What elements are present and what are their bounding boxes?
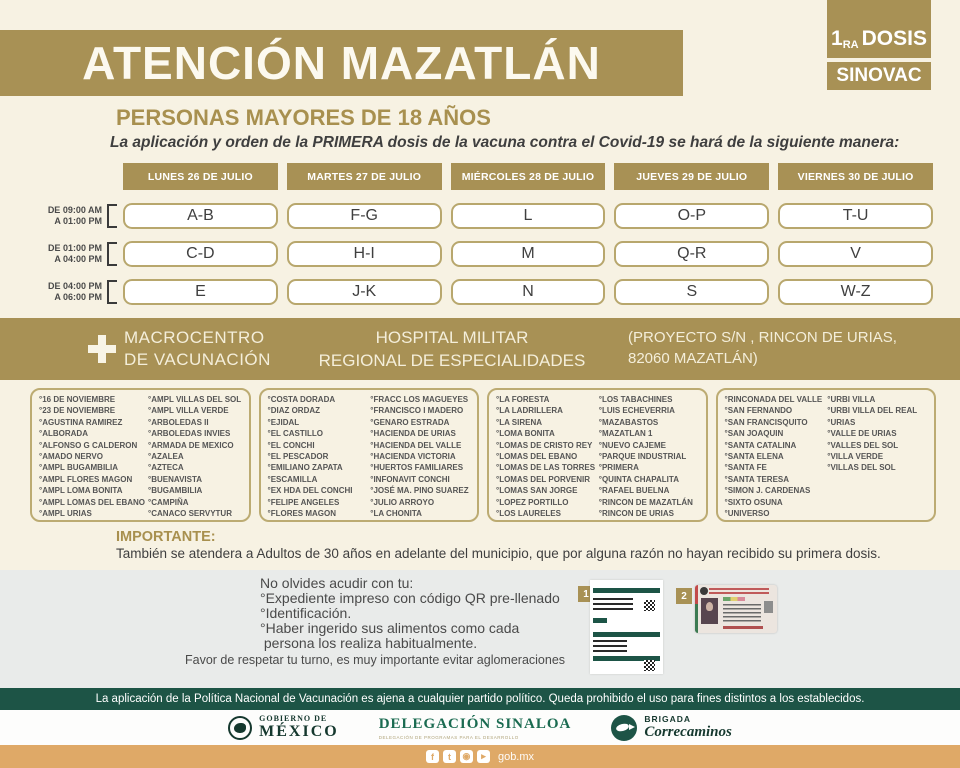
neighborhood-item: °AMPL FLORES MAGON <box>39 474 133 484</box>
neighborhood-item: °PRIMERA <box>598 463 639 473</box>
venue-label-line: MACROCENTRO <box>124 328 265 347</box>
neighborhood-item: °LOMA BONITA <box>496 429 555 439</box>
doc-header-bar <box>593 632 660 637</box>
day-header-row <box>28 163 933 190</box>
reminder-item: °Expediente impreso con código QR pre-llenado <box>260 590 560 606</box>
time-line: DE 09:00 AM <box>47 205 102 215</box>
schedule-row <box>28 203 933 229</box>
neighborhood-column <box>267 394 368 519</box>
time-line: A 06:00 PM <box>54 292 102 302</box>
reminder-item: persona los realiza habitualmente. <box>260 635 478 651</box>
neighborhood-item: °EL PESCADOR <box>267 452 329 462</box>
neighborhood-item: °VALLE DE URIAS <box>827 429 897 439</box>
qr-code-icon <box>644 660 655 671</box>
letter-range-pill: T-U <box>778 203 933 229</box>
neighborhood-item: °MAZATLAN 1 <box>598 429 653 439</box>
neighborhood-item: °DIAZ ORDAZ <box>267 406 321 416</box>
neighborhood-item: °BUGAMBILIA <box>148 486 203 496</box>
letter-range-pill: J-K <box>287 279 442 305</box>
dose-word: DOSIS <box>861 27 927 50</box>
brigada-correcaminos-logo <box>611 714 732 741</box>
qr-code-icon <box>644 600 655 611</box>
neighborhood-item: °COSTA DORADA <box>267 395 336 404</box>
vaccine-badge: SINOVAC <box>827 62 931 90</box>
neighborhood-item: °HUERTOS FAMILIARES <box>370 463 464 473</box>
letter-range-pill: V <box>778 241 933 267</box>
neighborhood-column <box>496 394 596 519</box>
neighborhood-item: °ARBOLEDAS II <box>148 417 209 427</box>
neighborhood-item: °RINCON DE URIAS <box>598 509 674 519</box>
neighborhood-box <box>487 388 708 522</box>
day-headers <box>123 163 933 190</box>
eagle-seal-icon <box>228 716 252 740</box>
legal-disclaimer-bar: La aplicación de la Política Nacional de Vacunación es ajena a cualquier partido político. Queda prohibido el uso para fines distintos a los establecidos. <box>0 688 960 710</box>
id-card-header-text <box>709 588 769 595</box>
neighborhood-item: °FELIPE ANGELES <box>267 497 340 507</box>
letter-range-pill: N <box>451 279 606 305</box>
day-header: LUNES 26 DE JULIO <box>123 163 278 190</box>
time-slot-label <box>28 205 102 227</box>
venue-label-line: DE VACUNACIÓN <box>124 350 271 369</box>
neighborhood-item: °LOMAS DEL EBANO <box>496 452 578 462</box>
letter-range-pill: C-D <box>123 241 278 267</box>
delegacion-sinaloa-logo <box>379 716 572 740</box>
neighborhood-item: °SAN FRANCISQUITO <box>724 417 808 427</box>
important-label: IMPORTANTE: <box>116 529 216 545</box>
venue-address <box>628 327 897 369</box>
schedule-row <box>28 241 933 267</box>
letter-range-pill: H-I <box>287 241 442 267</box>
gobmx-bar <box>0 745 960 768</box>
schedule-row <box>28 279 933 305</box>
neighborhood-item: °LOS LAURELES <box>496 509 561 519</box>
neighborhood-item: °EMILIANO ZAPATA <box>267 463 343 473</box>
reminder-section <box>0 570 960 688</box>
neighborhood-item: °SANTA TERESA <box>724 474 790 484</box>
neighborhood-item: °UNIVERSO <box>724 509 770 519</box>
neighborhood-box <box>259 388 480 522</box>
neighborhood-column <box>827 394 927 516</box>
neighborhood-item: °SIMON J. CARDENAS <box>724 486 811 496</box>
neighborhood-item: °ESCAMILLA <box>267 474 318 484</box>
neighborhood-item: °FLORES MAGON <box>267 509 337 519</box>
doc-field-chip <box>593 618 607 623</box>
neighborhood-item: °JULIO ARROYO <box>370 497 435 507</box>
neighborhood-item: °16 DE NOVIEMBRE <box>39 395 116 404</box>
neighborhood-item: °PARQUE INDUSTRIAL <box>598 452 687 462</box>
gobierno-text <box>259 714 339 741</box>
id-card-emblem <box>700 587 708 595</box>
neighborhood-item: °FRACC LOS MAGUEYES <box>370 395 469 404</box>
delegacion-text <box>379 716 572 740</box>
day-header: VIERNES 30 DE JULIO <box>778 163 933 190</box>
reminder-text <box>260 576 560 651</box>
neighborhood-item: °HACIENDA DEL VALLE <box>370 440 462 450</box>
neighborhood-item: °EX HDA DEL CONCHI <box>267 486 353 496</box>
letter-cells <box>123 241 933 267</box>
neighborhood-item: °AZALEA <box>148 452 184 462</box>
neighborhood-item: °CAMPIÑA <box>148 497 189 507</box>
neighborhood-item: °23 DE NOVIEMBRE <box>39 406 116 416</box>
neighborhood-item: °ARMADA DE MEXICO <box>148 440 234 450</box>
venue-band <box>0 318 960 380</box>
neighborhood-item: °BUENAVISTA <box>148 474 203 484</box>
neighborhood-column <box>724 394 825 519</box>
doc-text-lines <box>593 598 633 610</box>
neighborhood-item: °VALLES DEL SOL <box>827 440 899 450</box>
neighborhood-item: °LOS TABACHINES <box>598 395 673 404</box>
roadrunner-bird-icon <box>611 715 637 741</box>
doc-text-lines <box>593 640 627 652</box>
day-header: MIÉRCOLES 28 DE JULIO <box>451 163 606 190</box>
letter-range-pill: A-B <box>123 203 278 229</box>
audience-subtitle: PERSONAS MAYORES DE 18 AÑOS <box>116 105 491 130</box>
neighborhood-item: °LUIS ECHEVERRIA <box>598 406 675 416</box>
neighborhood-item: °SANTA ELENA <box>724 452 784 462</box>
neighborhood-item: °LOPEZ PORTILLO <box>496 497 569 507</box>
time-line: DE 01:00 PM <box>47 243 102 253</box>
neighborhood-item: °MAZABASTOS <box>598 417 659 427</box>
neighborhood-item: °SANTA CATALINA <box>724 440 797 450</box>
letter-range-pill: W-Z <box>778 279 933 305</box>
venue-name-line: REGIONAL DE ESPECIALIDADES <box>318 351 586 370</box>
gobierno-line1: GOBIERNO DE <box>259 714 328 723</box>
letter-range-pill: L <box>451 203 606 229</box>
dose-suffix: RA <box>842 39 859 51</box>
brigada-line1: BRIGADA <box>644 714 691 724</box>
letter-cells <box>123 203 933 229</box>
reminder-item: °Identificación. <box>260 605 352 621</box>
letter-range-pill: O-P <box>614 203 769 229</box>
neighborhood-item: °LOMAS DE CRISTO REY <box>496 440 593 450</box>
medical-cross-icon <box>88 335 116 363</box>
neighborhood-column <box>598 394 699 519</box>
neighborhood-lists <box>30 388 936 522</box>
id-card-text-lines <box>723 604 761 624</box>
letter-range-pill: F-G <box>287 203 442 229</box>
day-header: MARTES 27 DE JULIO <box>287 163 442 190</box>
dose-number: 1 <box>831 27 843 50</box>
letter-range-pill: Q-R <box>614 241 769 267</box>
twitter-icon: t <box>443 750 456 763</box>
neighborhood-item: °AGUSTINA RAMIREZ <box>39 417 123 427</box>
dose-badge <box>827 0 931 58</box>
queue-notice: Favor de respetar tu turno, es muy importante evitar aglomeraciones <box>185 653 566 667</box>
time-line: A 04:00 PM <box>54 254 102 264</box>
id-card-photo <box>701 598 718 624</box>
neighborhood-item: °FRANCISCO I MADERO <box>370 406 464 416</box>
neighborhood-item: °VILLAS DEL SOL <box>827 463 896 473</box>
neighborhood-item: °RAFAEL BUELNA <box>598 486 670 496</box>
letter-range-pill: M <box>451 241 606 267</box>
id-card-flag-stripes <box>723 597 745 601</box>
neighborhood-item: °AMPL LOMAS DEL EBANO <box>39 497 146 507</box>
neighborhood-column <box>370 394 470 519</box>
expediente-document-thumbnail <box>590 580 663 674</box>
neighborhood-item: °CANACO SERVYTUR <box>148 509 232 519</box>
time-line: DE 04:00 PM <box>47 281 102 291</box>
row-bracket-icon <box>107 242 117 266</box>
footer-logos <box>0 710 960 745</box>
neighborhood-item: °EJIDAL <box>267 417 300 427</box>
step-2-badge: 2 <box>676 588 692 604</box>
brigada-line2: Correcaminos <box>644 724 732 740</box>
important-text: También se atendera a Adultos de 30 años en adelante del municipio, que por alguna razón no hayan recibido su primera dosis. <box>116 546 881 561</box>
neighborhood-box <box>30 388 251 522</box>
venue-label <box>124 327 271 371</box>
reminder-list <box>260 591 560 651</box>
id-card-secondary-photo <box>764 601 773 613</box>
delegacion-title: DELEGACIÓN SINALOA <box>378 715 572 732</box>
schedule-table <box>28 163 933 317</box>
neighborhood-item: °AMPL BUGAMBILIA <box>39 463 119 473</box>
neighborhood-item: °AMPL VILLA VERDE <box>148 406 229 416</box>
reminder-item: °Haber ingerido sus alimentos como cada <box>260 620 520 636</box>
venue-address-line: (PROYECTO S/N , RINCON DE URIAS, <box>628 329 897 346</box>
gobmx-label: gob.mx <box>497 750 535 763</box>
neighborhood-item: °LA CHONITA <box>370 509 422 519</box>
day-header: JUEVES 29 DE JULIO <box>614 163 769 190</box>
neighborhood-item: °RINCONADA DEL VALLE <box>724 395 823 404</box>
neighborhood-item: °QUINTA CHAPALITA <box>598 474 679 484</box>
neighborhood-item: °AMPL VILLAS DEL SOL <box>148 395 242 404</box>
neighborhood-item: °RINCON DE MAZATLÁN <box>598 497 693 507</box>
delegacion-subtitle: DELEGACIÓN DE PROGRAMAS PARA EL DESARROLLO <box>378 734 519 740</box>
neighborhood-item: °URBI VILLA DEL REAL <box>827 406 918 416</box>
neighborhood-item: °SIXTO OSUNA <box>724 497 783 507</box>
time-slot-label <box>28 243 102 265</box>
neighborhood-item: °LA FORESTA <box>496 395 550 404</box>
neighborhood-item: °HACIENDA DE URIAS <box>370 429 456 439</box>
neighborhood-item: °AMPL LOMA BONITA <box>39 486 123 496</box>
neighborhood-item: °LA SIRENA <box>496 417 543 427</box>
letter-range-pill: S <box>614 279 769 305</box>
neighborhood-item: °NUEVO CAJEME <box>598 440 666 450</box>
neighborhood-column <box>39 394 146 519</box>
title-band <box>0 30 683 96</box>
neighborhood-item: °LOMAS DEL PORVENIR <box>496 474 591 484</box>
neighborhood-item: °INFONAVIT CONCHI <box>370 474 450 484</box>
neighborhood-item: °AZTECA <box>148 463 184 473</box>
neighborhood-item: °URIAS <box>827 417 856 427</box>
time-slot-label <box>28 281 102 303</box>
neighborhood-item: °JOSÉ MA. PINO SUAREZ <box>370 486 469 496</box>
brigada-text <box>644 714 732 741</box>
neighborhood-item: °LOMAS SAN JORGE <box>496 486 578 496</box>
neighborhood-item: °ALFONSO G CALDERON <box>39 440 138 450</box>
neighborhood-item: °EL CASTILLO <box>267 429 323 439</box>
instagram-icon: ◉ <box>460 750 473 763</box>
step-1-badge: 1 <box>578 586 594 602</box>
youtube-icon: ▸ <box>477 750 490 763</box>
neighborhood-column <box>148 394 242 519</box>
neighborhood-item: °URBI VILLA <box>827 395 876 404</box>
neighborhood-item: °AMADO NERVO <box>39 452 103 462</box>
neighborhood-item: °AMPL URIAS <box>39 509 92 519</box>
neighborhood-item: °LOMAS DE LAS TORRES <box>496 463 596 473</box>
reminder-intro: No olvides acudir con tu: <box>260 575 414 591</box>
letter-cells <box>123 279 933 305</box>
gobierno-de-mexico-logo <box>228 714 339 741</box>
doc-header-bar <box>593 588 660 593</box>
id-card-thumbnail <box>695 585 777 633</box>
id-card-edge-stripe <box>695 585 698 633</box>
neighborhood-item: °GENARO ESTRADA <box>370 417 450 427</box>
gobierno-line2: MÉXICO <box>259 723 339 740</box>
neighborhood-box <box>716 388 937 522</box>
row-bracket-icon <box>107 204 117 228</box>
venue-name <box>282 326 622 372</box>
page-title: ATENCIÓN MAZATLÁN <box>82 37 601 89</box>
facebook-icon: f <box>426 750 439 763</box>
neighborhood-item: °ARBOLEDAS INVIES <box>148 429 231 439</box>
neighborhood-item: °SAN JOAQUIN <box>724 429 784 439</box>
neighborhood-item: °EL CONCHI <box>267 440 315 450</box>
neighborhood-item: °HACIENDA VICTORIA <box>370 452 456 462</box>
neighborhood-item: °SAN FERNANDO <box>724 406 793 416</box>
neighborhood-item: °ALBORADA <box>39 429 88 439</box>
row-bracket-icon <box>107 280 117 304</box>
letter-range-pill: E <box>123 279 278 305</box>
time-line: A 01:00 PM <box>54 216 102 226</box>
venue-address-line: 82060 MAZATLÁN) <box>628 350 758 367</box>
intro-description: La aplicación y orden de la PRIMERA dosis de la vacuna contra el Covid-19 se hará de la siguiente manera: <box>110 134 900 151</box>
neighborhood-item: °LA LADRILLERA <box>496 406 563 416</box>
id-card-signature-line <box>723 626 763 629</box>
venue-name-line: HOSPITAL MILITAR <box>375 328 529 347</box>
neighborhood-item: °SANTA FE <box>724 463 767 473</box>
neighborhood-item: °VILLA VERDE <box>827 452 884 462</box>
